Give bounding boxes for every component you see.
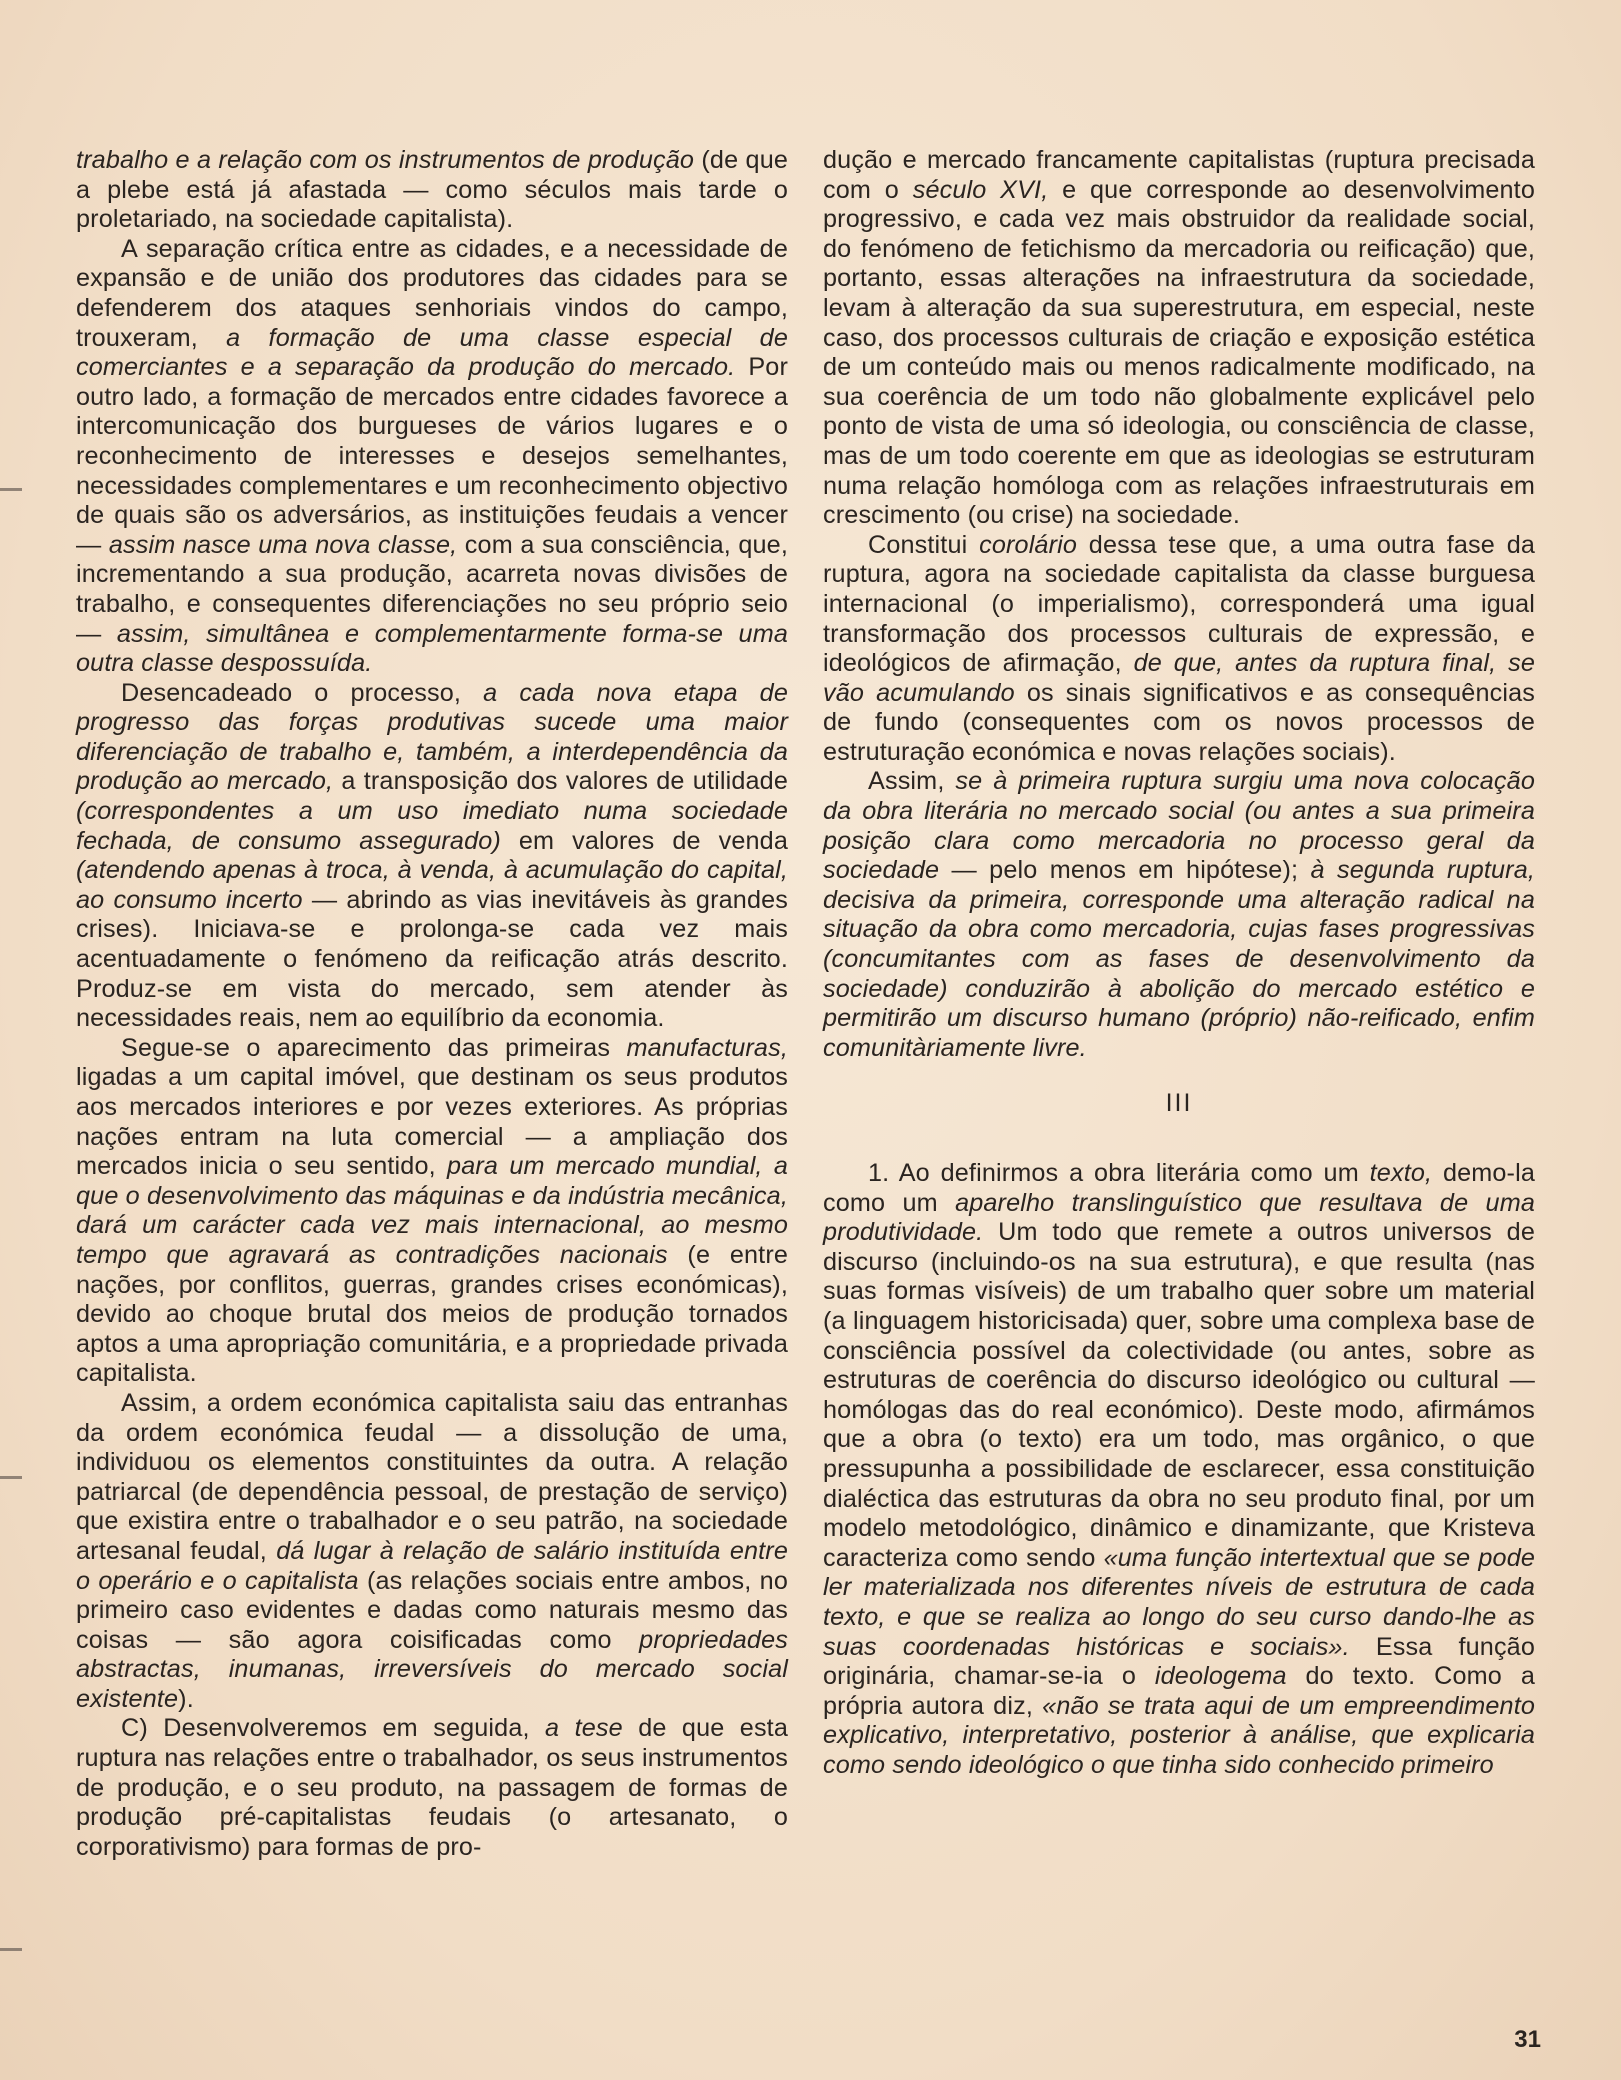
paragraph (76, 1714, 788, 1862)
text-run: de que esta ruptura nas relações entre o trabalhador, os seus instrumentos de produção, e o seu produto, na passagem de formas de produção pré-capitalistas feudais (o artesanato, o corporativismo) para formas de pro- (76, 1714, 788, 1861)
italic-text: trabalho e a relação com os instrumentos de produção (76, 146, 695, 174)
paragraph (823, 1159, 1535, 1780)
text-run: Assim, (868, 767, 956, 796)
italic-text: «uma função intertextual que se pode ler materializada nos diferentes níveis de estrutura de cada texto, e que se realiza ao longo do seu curso dando-lhe as suas coordenadas históricas e sociais». (823, 1543, 1536, 1661)
italic-text: propriedades abstractas, inumanas, irreversíveis do mercado social existente (76, 1625, 788, 1713)
paragraph (76, 679, 788, 1034)
margin-mark (0, 1948, 22, 1951)
italic-text: a tese (545, 1714, 623, 1743)
text-run: dessa tese que, a uma outra fase da ruptura, agora na sociedade capitalista da classe burguesa internacional (o imperialismo), corresponderá uma igual transformação dos processos culturais de expressão, e ideológicos de afirmação, (823, 530, 1536, 678)
italic-text: para um mercado mundial, a que o desenvolvimento das máquinas e da indústria mecânica, dará um carácter cada vez mais internacional, ao mesmo tempo que agravará as contradições nacionais (76, 1152, 789, 1269)
text-run: (e entre nações, por conflitos, guerras, grandes crises económicas), devido ao choque brutal dos meios de produção tornados aptos a uma apropriação comunitária, e a propriedade privada capitalista. (76, 1240, 789, 1388)
italic-text: (atendendo apenas à troca, à venda, à acumulação do capital, ao consumo incerto (76, 856, 788, 914)
paragraph (76, 1389, 788, 1715)
text-run: dução e mercado francamente capitalistas (ruptura precisada com o (823, 146, 1535, 204)
italic-text: «não se trata aqui de um empreendimento explicativo, interpretativo, posterior à análise, que explicaria como sendo ideológico o que tinha sido conhecido primeiro (823, 1691, 1535, 1779)
italic-text: manufacturas, (626, 1033, 788, 1062)
text-run: Por outro lado, a formação de mercados entre cidades favorece a intercomunicação dos burgueses de vários lugares e o reconhecimento de interesses e desejos semelhantes, necessidades complementares e um reconhecimento objectivo de quais são os adversários, as instituições feudais a vencer — (76, 353, 788, 559)
margin-mark (0, 488, 22, 491)
left-column (76, 146, 788, 1862)
text-run: ). (178, 1684, 194, 1713)
italic-text: de que, antes da ruptura final, se vão acumulando (823, 649, 1535, 707)
italic-text: (correspondentes a um uso imediato numa sociedade fechada, de consumo assegurado) (76, 797, 788, 855)
text-run: demo-la como um (823, 1159, 1535, 1217)
right-column (823, 146, 1535, 1780)
italic-text: corolário (979, 530, 1078, 559)
paragraph (823, 767, 1535, 1063)
paragraph (76, 146, 788, 235)
paragraph (823, 531, 1535, 768)
italic-text: a formação de uma classe especial de comerciantes e a separação da produção do mercado. (76, 323, 788, 382)
section-heading: III (1165, 1089, 1193, 1118)
text-run: os sinais significativos e as consequências de fundo (consequentes com os novos processos de estruturação económica e novas relações sociais). (823, 678, 1535, 766)
page-number: 31 (1514, 2026, 1541, 2053)
text-run: em valores de venda (500, 826, 788, 855)
text-run: Um todo que remete a outros universos de discurso (incluindo-os na sua estrutura), e que resulta (nas suas formas visíveis) de um trabalho quer sobre um material (a linguagem historicisada) quer, sobre uma complexa base de consciência possível da colectividade (ou antes, sobre as estruturas de coerência do discurso ideológico ou cultural — homólogas das do real económico). Deste modo, afirmámos que a obra (o texto) era um todo, mas orgânico, o que pressupunha a possibilidade de esclarecer, essa constituição dialéctica das estruturas da obra no seu produto final, por um modelo metodológico, dinâmico e dinamizante, que Kristeva caracteriza como sendo (823, 1218, 1535, 1572)
italic-text: assim, simultânea e complementarmente forma-se uma outra classe despossuída. (76, 619, 788, 678)
text-run: e que corresponde ao desenvolvimento progressivo, e cada vez mais obstruidor da realidade social, do fenómeno de fetichismo da mercadoria ou reificação) que, portanto, essas alterações na infraestrutura da sociedade, levam à alteração da sua superestrutura, em especial, neste caso, dos processos culturais de criação e exposição estética de um conteúdo mais ou menos radicalmente modificado, na sua coerência de um todo não globalmente explicável pelo ponto de vista de uma só ideologia, ou consciência de classe, mas de um todo coerente em que as ideologias se estruturam numa relação homóloga com as relações infraestruturais em crescimento (ou crise) na sociedade. (823, 175, 1535, 530)
italic-text: a cada nova etapa de progresso das forças produtivas sucede uma maior diferenciação de trabalho e, também, a interdependência da produção ao mercado, (76, 678, 788, 796)
text-run: A separação crítica entre as cidades, e a necessidade de expansão e de união dos produtores das cidades para se defenderem dos ataques senhoriais vindos do campo, trouxeram, (76, 234, 788, 352)
margin-mark (0, 1476, 22, 1479)
italic-text: século XVI, (912, 175, 1049, 204)
text-run: (as relações sociais entre ambos, no primeiro caso evidentes e dadas como naturais mesmo das coisas — são agora coisificadas como (76, 1566, 788, 1654)
text-run: ligadas a um capital imóvel, que destinam os seus produtos aos mercados interiores e por vezes exteriores. As próprias nações entram na luta comercial — a ampliação dos mercados inicia o seu sentido, (76, 1063, 788, 1181)
text-run: a transposição dos valores de utilidade (333, 767, 788, 796)
paragraph (76, 1034, 788, 1389)
italic-text: ideologema (1154, 1662, 1287, 1691)
text-run: C) Desenvolveremos em seguida, (121, 1714, 546, 1743)
text-run: Assim, a ordem económica capitalista saiu das entranhas da ordem económica feudal — a dissolução de uma, individuou os elementos constituintes da outra. A relação patriarcal (de dependência pessoal, de prestação de serviço) que existira entre o trabalhador e o seu patrão, na sociedade artesanal feudal, (76, 1388, 788, 1565)
paragraph (823, 146, 1535, 531)
text-run: Segue-se o aparecimento das primeiras (121, 1033, 627, 1062)
italic-text: assim nasce uma nova classe, (108, 530, 458, 559)
text-run: (de que a plebe está já afastada — como séculos mais tarde o proletariado, na sociedade capitalista). (76, 146, 789, 234)
italic-text: aparelho translinguístico que resultava de uma produtividade. (823, 1188, 1535, 1247)
italic-text: dá lugar à relação de salário instituída entre o operário e o capitalista (76, 1536, 788, 1595)
italic-text: se à primeira ruptura surgiu uma nova colocação da obra literária no mercado social (ou antes a sua primeira posição clara como mercadoria no processo geral da sociedade (823, 767, 1535, 885)
text-run: Essa função originária, chamar-se-ia o (823, 1632, 1535, 1691)
text-run: — pelo menos em hipótese); (939, 856, 1311, 885)
text-run: 1. Ao definirmos a obra literária como um (868, 1159, 1370, 1187)
text-run: com a sua consciência, que, incrementando a sua produção, acarreta novas divisões de trabalho, e consequentes diferenciações no seu próprio seio — (76, 530, 788, 648)
italic-text: texto, (1369, 1159, 1433, 1187)
text-run: — abrindo as vias inevitáveis às grandes crises). Iniciava-se e prolonga-se cada vez mais acentuadamente o fenómeno da reificação atrás descrito. Produz-se em vista do mercado, sem atender às necessidades reais, nem ao equilíbrio da economia. (76, 885, 789, 1033)
text-run: do texto. Como a própria autora diz, (823, 1662, 1535, 1720)
paragraph (76, 235, 788, 679)
text-run: Constitui (868, 530, 980, 559)
text-run: Desencadeado o processo, (121, 678, 484, 707)
italic-text: à segunda ruptura, decisiva da primeira, corresponde uma alteração radical na situação da obra como mercadoria, cujas fases progressivas (concumitantes com as fases de desenvolvimento da sociedade) conduzirão à abolição do mercado estético e permitirão um discurso humano (próprio) não-reificado, enfim comunitàriamente livre. (823, 856, 1535, 1062)
